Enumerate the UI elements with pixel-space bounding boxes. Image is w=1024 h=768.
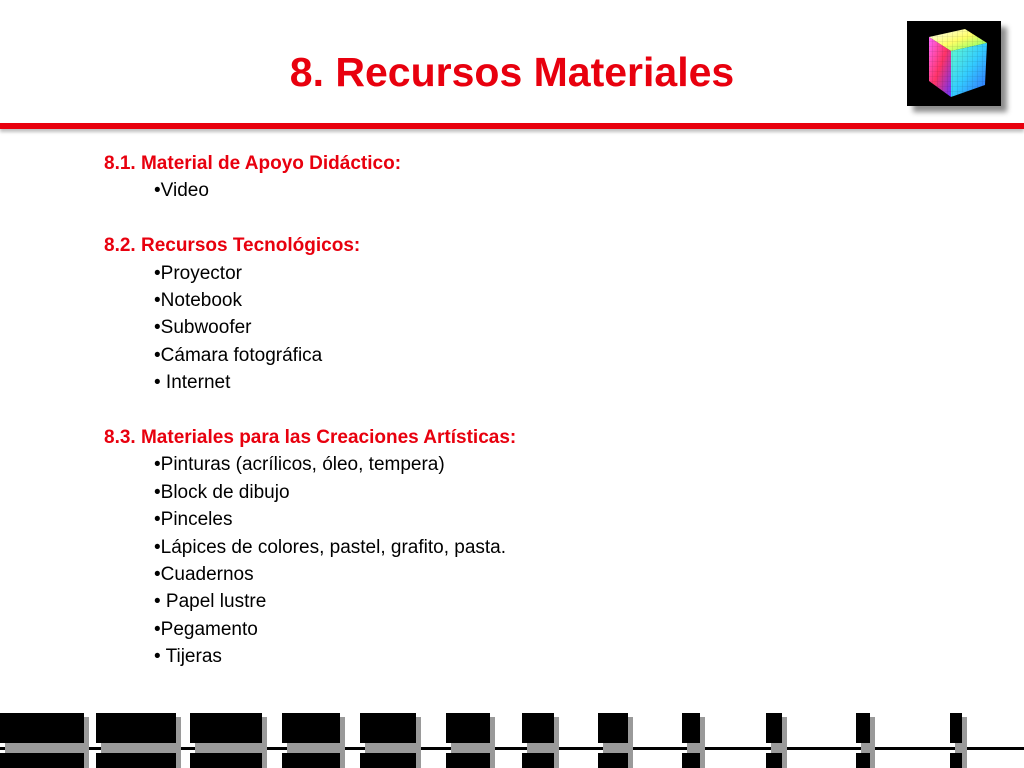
rgb-color-cube-icon [907,21,1001,106]
title-underline-rule [0,123,1024,129]
list-item: • Tijeras [154,646,222,668]
list-item: •Notebook [154,290,242,312]
list-item: •Pegamento [154,618,258,640]
decorative-bar-strip [0,713,1024,768]
list-item: •Subwoofer [154,317,252,339]
section-heading: 8.3. Materiales para las Creaciones Artísticas: [104,427,517,449]
list-item: • Internet [154,372,231,394]
list-item: •Proyector [154,262,242,284]
list-item: •Lápices de colores, pastel, grafito, pasta. [154,536,507,558]
list-item: •Cámara fotográfica [154,344,323,366]
section-heading: 8.1. Material de Apoyo Didáctico: [104,153,402,174]
section-recursos-tecnologicos [104,232,924,396]
slide-body [104,150,924,671]
slide-title: 8. Recursos Materiales [289,49,735,95]
list-item: •Block de dibujo [154,481,290,503]
section-heading: 8.2. Recursos Tecnológicos: [104,235,361,257]
list-item: • Papel lustre [154,591,267,613]
section-creaciones-artisticas [104,424,924,671]
list-item: •Cuadernos [154,564,254,586]
section-apoyo-didactico [104,150,924,205]
list-item: •Video [154,180,209,202]
list-item: •Pinturas (acrílicos, óleo, tempera) [154,454,445,476]
list-item: •Pinceles [154,509,233,531]
